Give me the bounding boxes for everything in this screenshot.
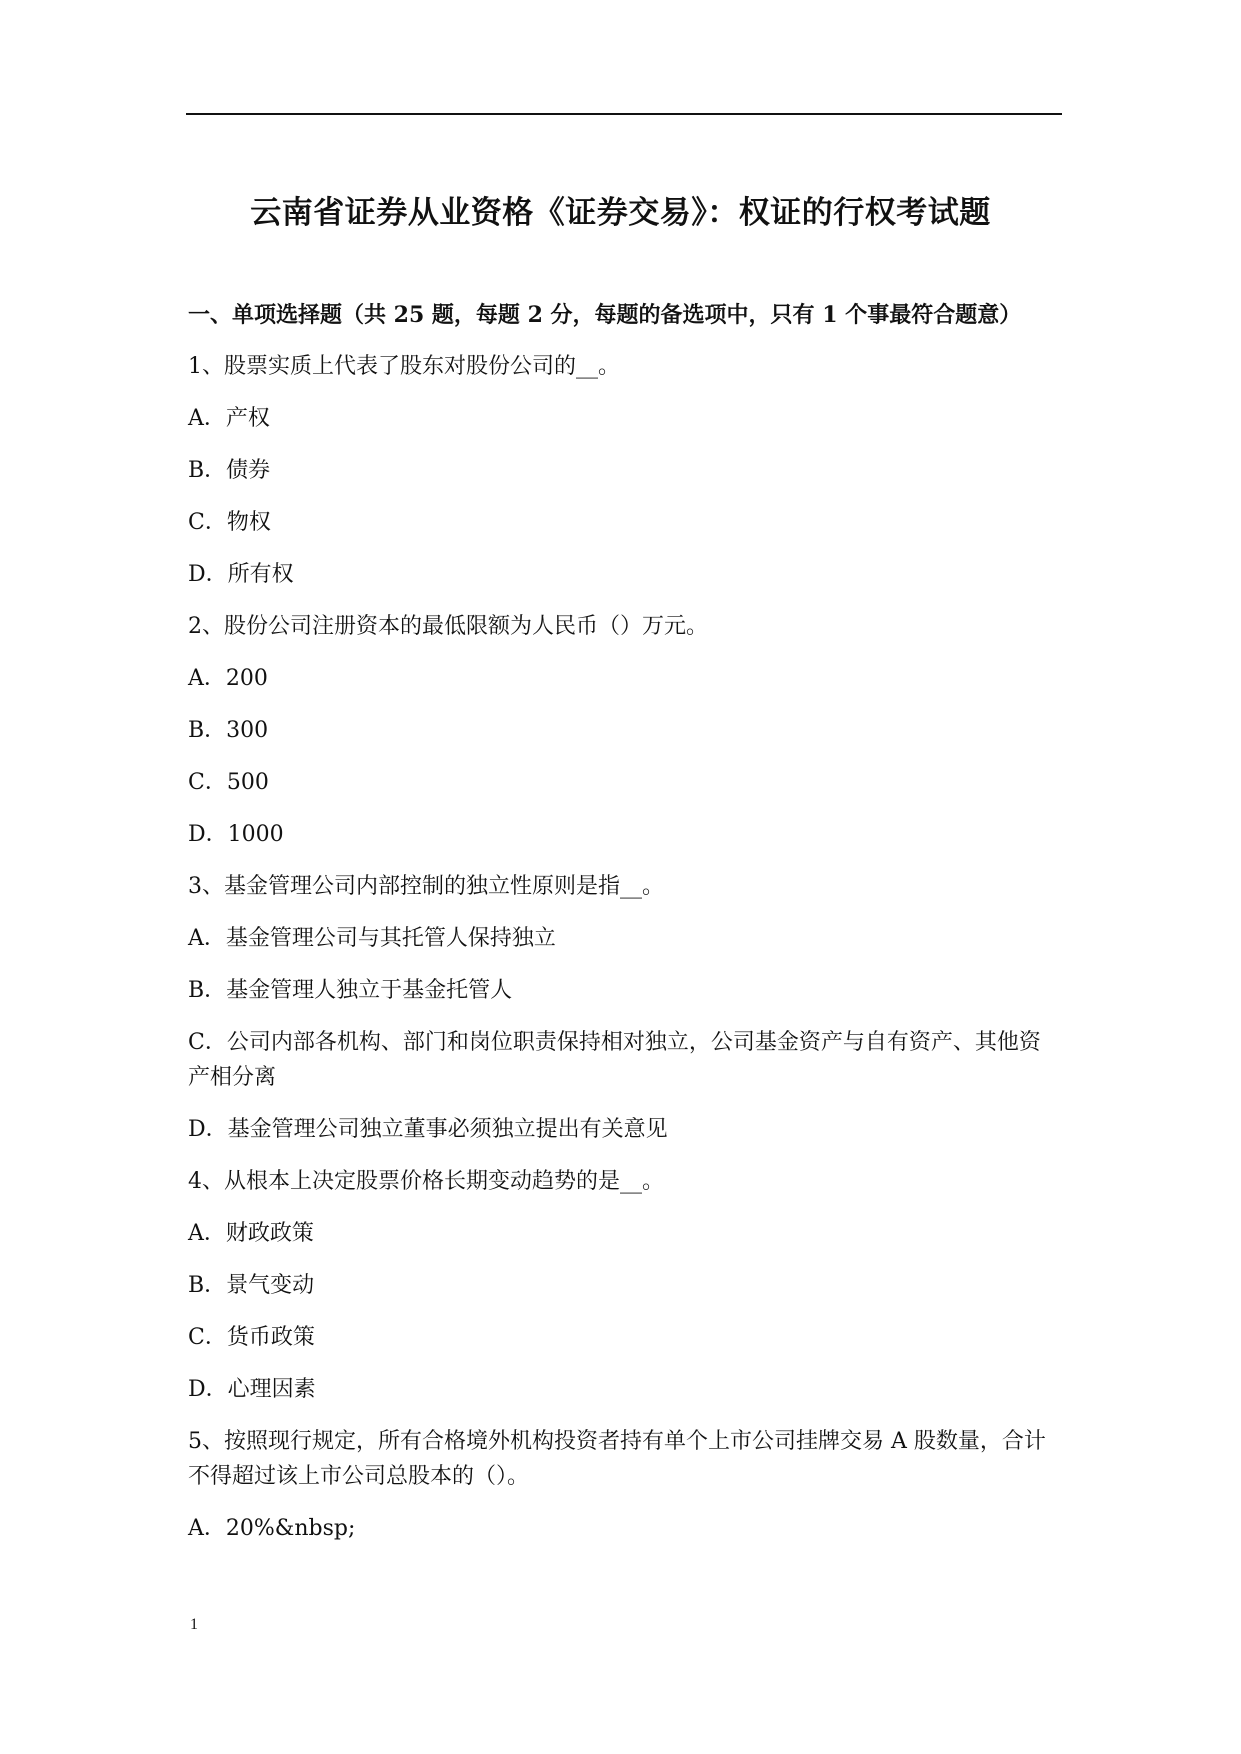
option-b: B．景气变动 [188,1273,315,1298]
option-c: C．公司内部各机构、部门和岗位职责保持相对独立，公司基金资产与自有资产、其他资产相分离 [188,1030,1041,1090]
question-text: 4、从根本上决定股票价格长期变动趋势的是__。 [188,1169,664,1194]
option-c: C．货币政策 [188,1325,315,1350]
option-a: A．200 [188,666,268,691]
question-text: 3、基金管理公司内部控制的独立性原则是指__。 [188,874,664,899]
option-d: D．所有权 [188,562,294,587]
question-text: 2、股份公司注册资本的最低限额为人民币（）万元。 [188,614,708,639]
option-c: C．500 [188,770,269,795]
option-a: A．财政政策 [188,1221,314,1246]
option-b: B．债券 [188,458,271,483]
option-a: A．20%&nbsp; [188,1516,356,1541]
header-rule [186,113,1062,115]
option-a: A．基金管理公司与其托管人保持独立 [188,926,556,951]
option-a: A．产权 [188,406,270,431]
option-b: B．300 [188,718,269,743]
option-d: D．基金管理公司独立董事必须独立提出有关意见 [188,1117,668,1142]
question-text: 1、股票实质上代表了股东对股份公司的__。 [188,354,620,379]
page-number: 1 [190,1616,198,1633]
section-heading: 一、单项选择题（共 25 题，每题 2 分，每题的备选项中，只有 1 个事最符合题意） [188,302,1022,328]
option-d: D．心理因素 [188,1377,316,1402]
document-body [188,298,1060,1563]
question-3 [188,869,1060,1147]
document-title: 云南省证券从业资格《证券交易》：权证的行权考试题 [250,195,991,231]
question-5 [188,1424,1060,1546]
option-d: D．1000 [188,822,284,847]
question-1 [188,349,1060,592]
option-c: C．物权 [188,510,271,535]
question-text: 5、按照现行规定，所有合格境外机构投资者持有单个上市公司挂牌交易 A 股数量，合计不得超过该上市公司总股本的（）。 [188,1429,1046,1489]
option-b: B．基金管理人独立于基金托管人 [188,978,513,1003]
question-4 [188,1164,1060,1407]
question-2 [188,609,1060,852]
